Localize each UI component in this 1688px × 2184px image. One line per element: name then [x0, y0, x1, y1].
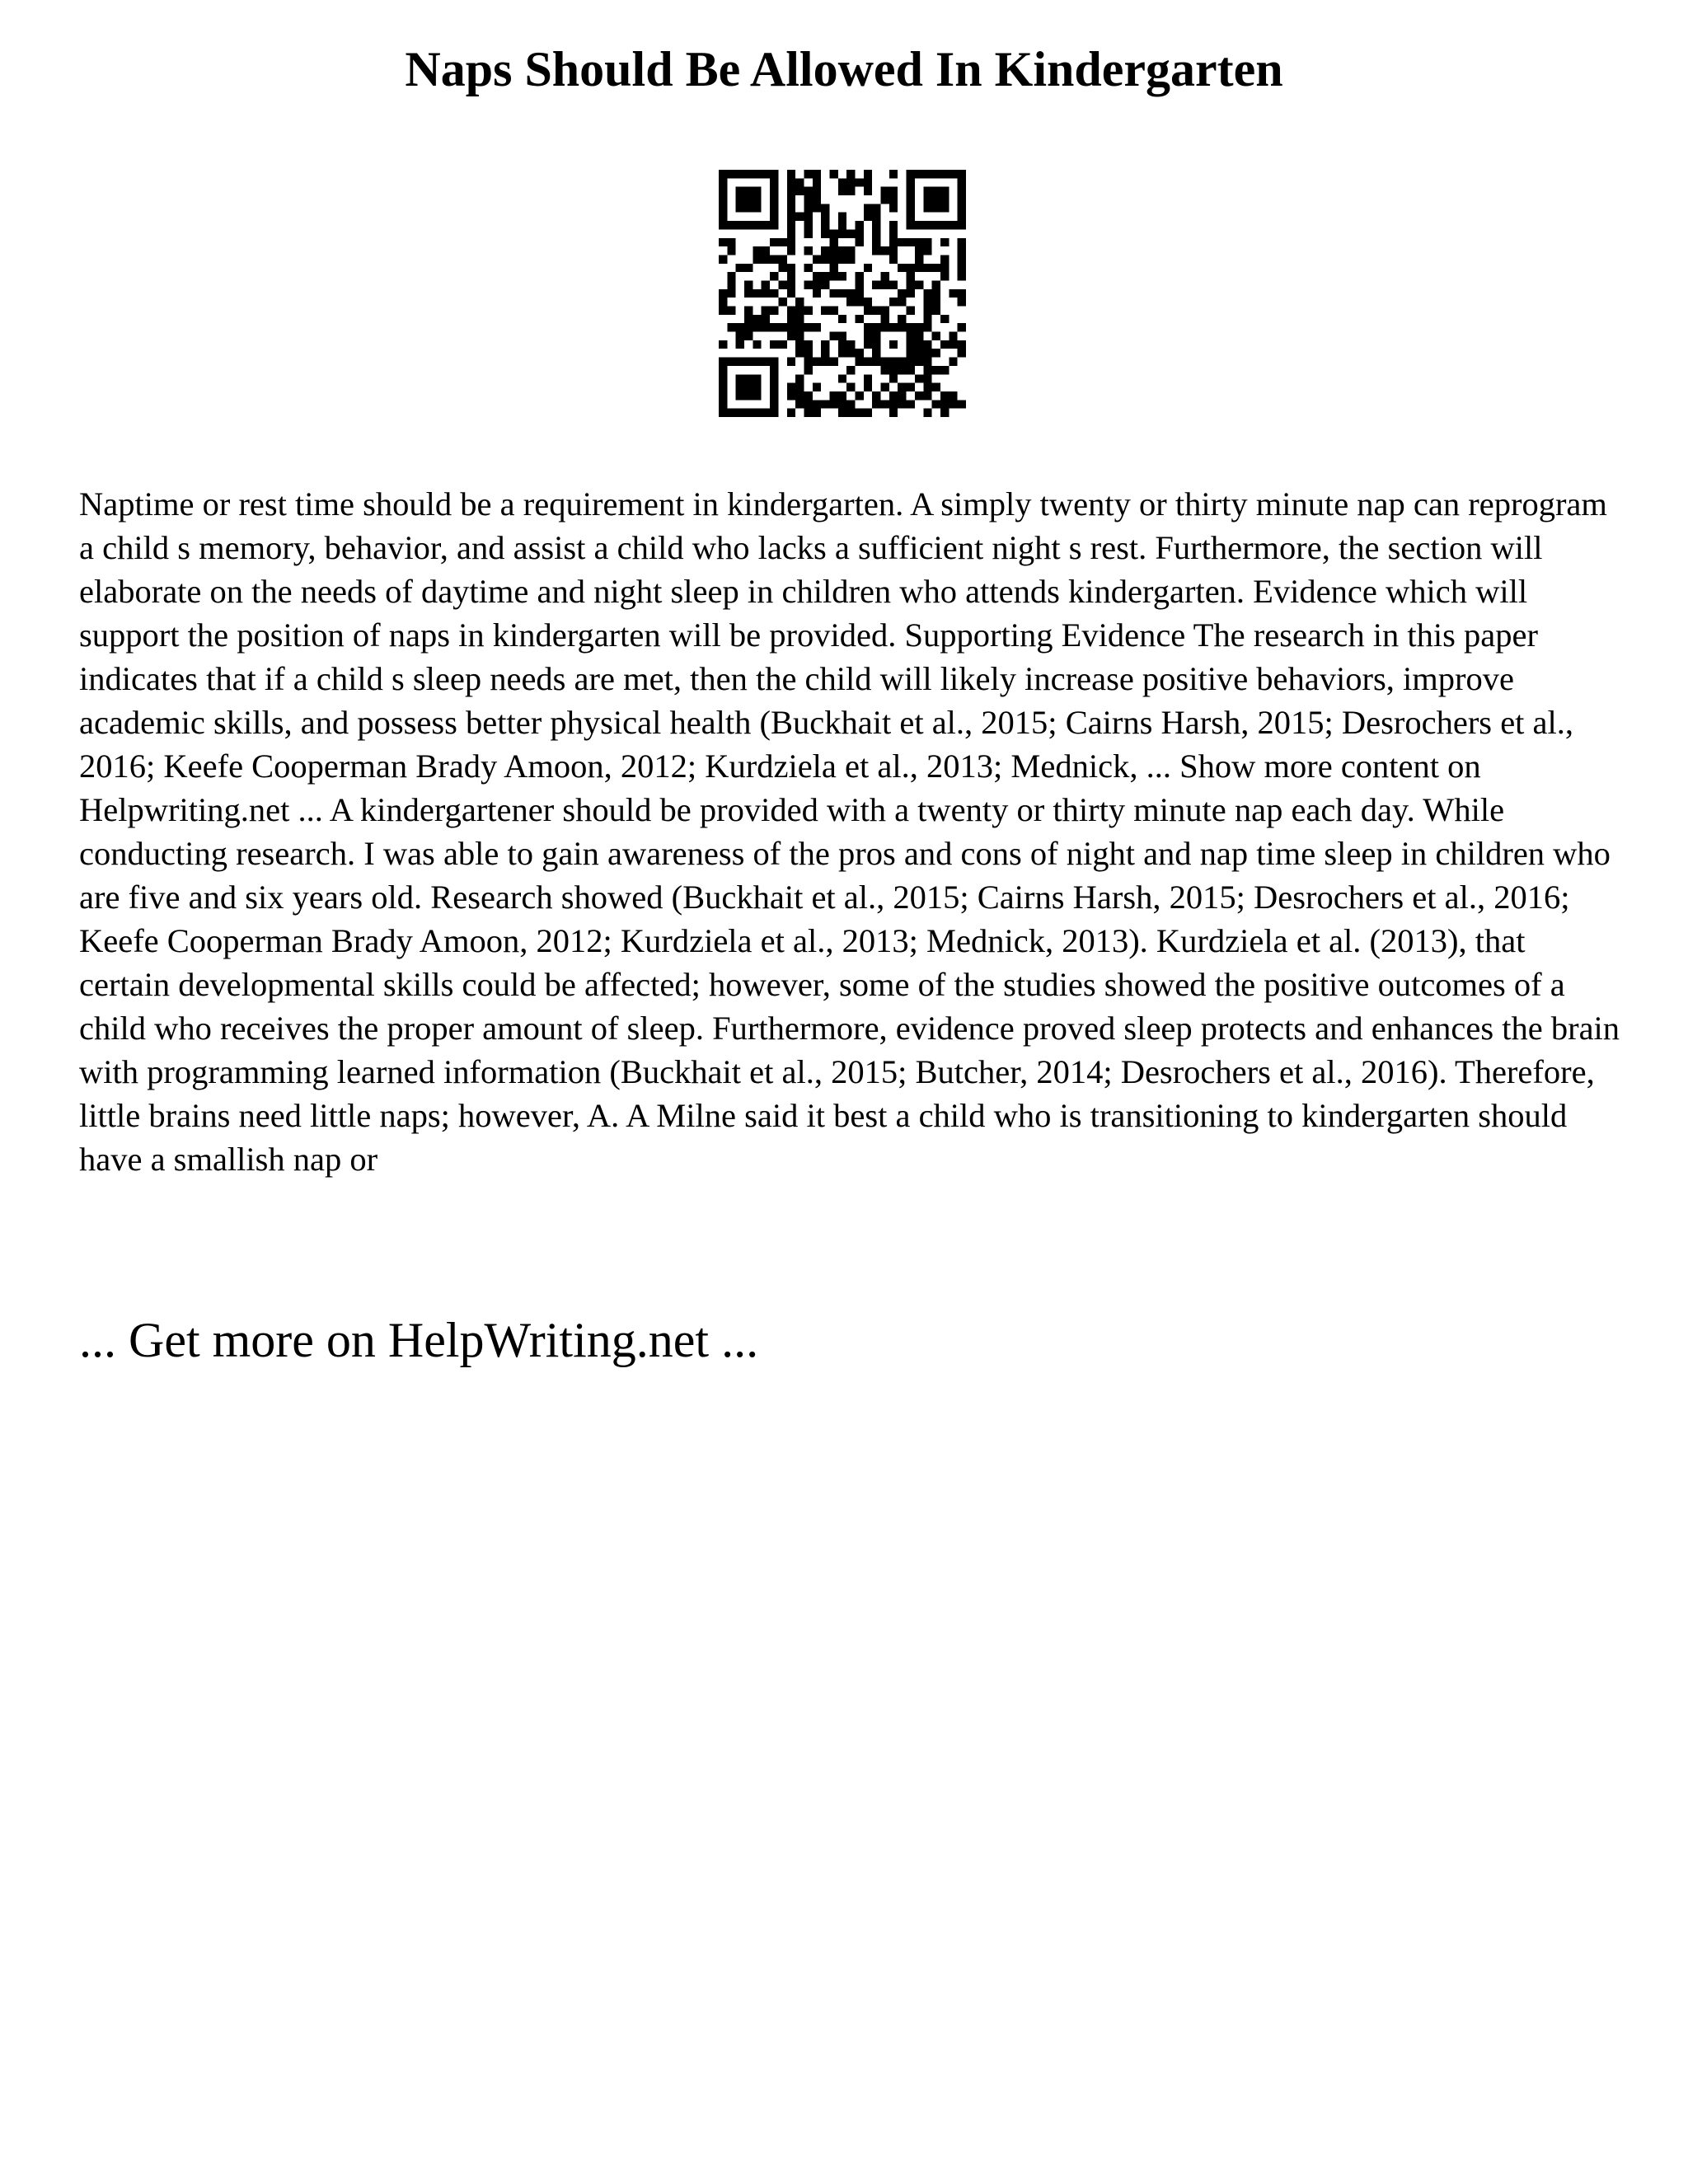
- page-title: Naps Should Be Allowed In Kindergarten: [405, 42, 1283, 96]
- body-paragraph: Naptime or rest time should be a requirement in kindergarten. A simply twenty or thirty minute nap can reprogram a child s memory, behavior, and assist a child who lacks a sufficient night s rest. Furthermore, the section will elaborate on the needs of daytime and night sleep in children who attends kindergarten. Evidence which will support the position of naps in kindergarten will be provided. Supporting Evidence The research in this paper indicates that if a child s sleep needs are met, then the child will likely increase positive behaviors, improve academic skills, and possess better physical health (Buckhait et al., 2015; Cairns Harsh, 2015; Desrochers et al., 2016; Keefe Cooperman Brady Amoon, 2012; Kurdziela et al., 2013; Mednick, ... Show more content on Helpwriting.net ... A kindergartener should be provided with a twenty or thirty minute nap each day. While conducting research. I was able to gain awareness of the pros and cons of night and nap time sleep in children who are five and six years old. Research showed (Buckhait et al., 2015; Cairns Harsh, 2015; Desrochers et al., 2016; Keefe Cooperman Brady Amoon, 2012; Kurdziela et al., 2013; Mednick, 2013). Kurdziela et al. (2013), that certain developmental skills could be affected; however, some of the studies showed the positive outcomes of a child who receives the proper amount of sleep. Furthermore, evidence proved sleep protects and enhances the brain with programming learned information (Buckhait et al., 2015; Butcher, 2014; Desrochers et al., 2016). Therefore, little brains need little naps; however, A. A Milne said it best a child who is transitioning to kindergarten should have a smallish nap or: [79, 485, 1620, 1178]
- qr-code-icon[interactable]: [719, 170, 966, 417]
- get-more-link[interactable]: ... Get more on HelpWriting.net ...: [79, 1313, 759, 1367]
